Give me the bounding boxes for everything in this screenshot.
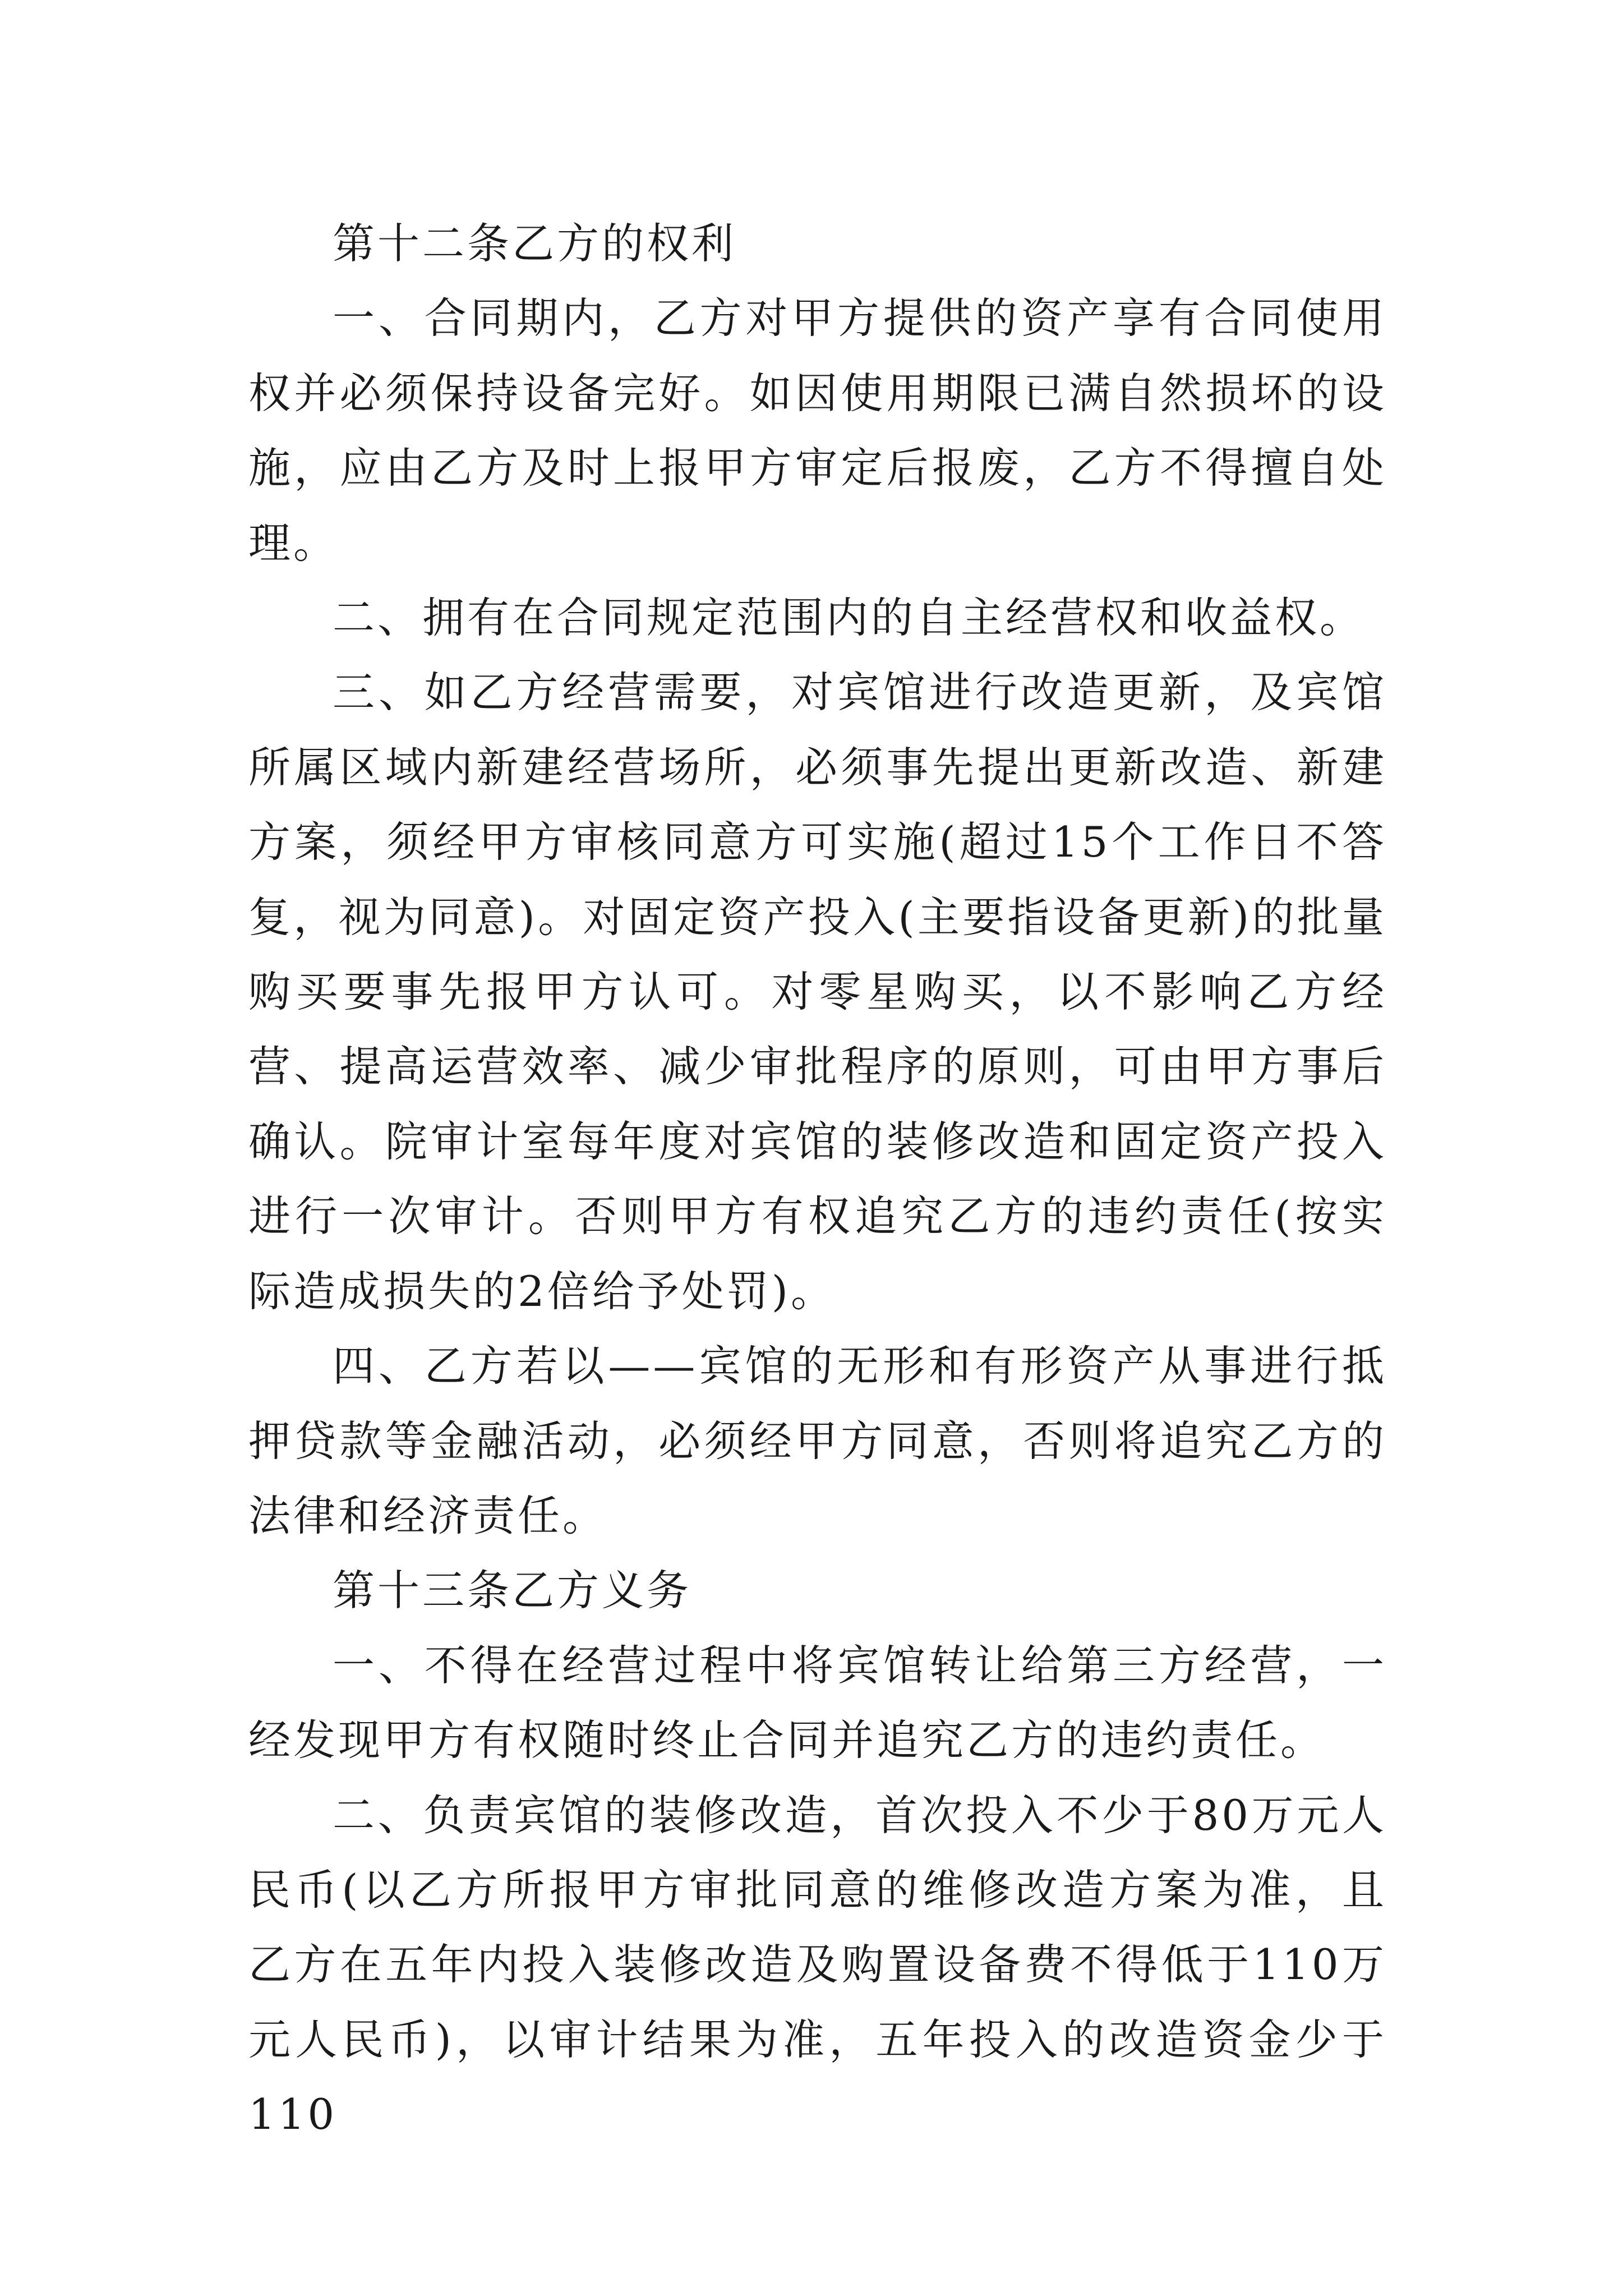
- article-13-clause-2: 二、负责宾馆的装修改造，首次投入不少于80万元人民币(以乙方所报甲方审批同意的维修改造方案为准，且乙方在五年内投入装修改造及购置设备费不得低于110万元人民币)，以审计结果为准，五年投入的改造资金少于110: [248, 1790, 1387, 2139]
- document-body: [248, 206, 1387, 2152]
- article-12-clause-3: 三、如乙方经营需要，对宾馆进行改造更新，及宾馆所属区域内新建经营场所，必须事先提出更新改造、新建方案，须经甲方审核同意方可实施(超过15个工作日不答复，视为同意)。对固定资产投入(主要指设备更新)的批量购买要事先报甲方认可。对零星购买，以不影响乙方经营、提高运营效率、减少审批程序的原则，可由甲方事后确认。院审计室每年度对宾馆的装修改造和固定资产投入进行一次审计。否则甲方有权追究乙方的违约责任(按实际造成损失的2倍给予处罚)。: [248, 668, 1387, 1316]
- article-12-heading: 第十二条乙方的权利: [333, 219, 737, 268]
- article-13-heading: 第十三条乙方义务: [333, 1566, 692, 1616]
- article-12-clause-1: 一、合同期内，乙方对甲方提供的资产享有合同使用权并必须保持设备完好。如因使用期限已满自然损坏的设施，应由乙方及时上报甲方审定后报废，乙方不得擅自处理。: [248, 293, 1387, 568]
- article-12-clause-4: 四、乙方若以——宾馆的无形和有形资产从事进行抵押贷款等金融活动，必须经甲方同意，否则将追究乙方的法律和经济责任。: [248, 1341, 1387, 1540]
- article-13-clause-1: 一、不得在经营过程中将宾馆转让给第三方经营，一经发现甲方有权随时终止合同并追究乙方的违约责任。: [248, 1640, 1387, 1765]
- article-12-clause-2: 二、拥有在合同规定范围内的自主经营权和收益权。: [333, 593, 1365, 643]
